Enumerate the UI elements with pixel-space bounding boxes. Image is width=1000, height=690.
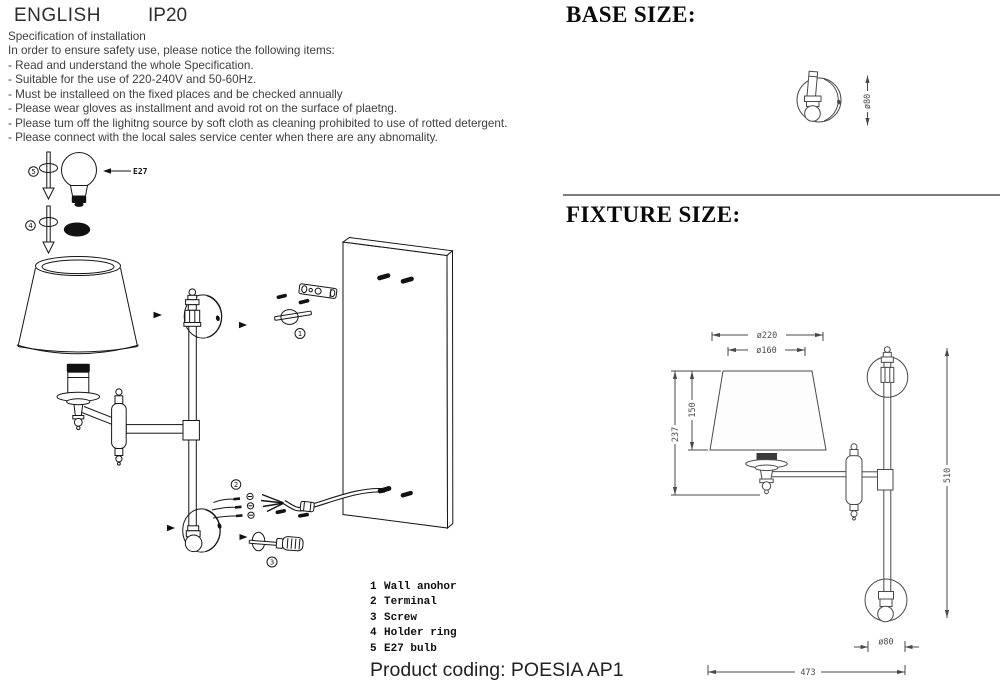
base-diameter-label: ø80 bbox=[863, 93, 874, 110]
lamp-socket bbox=[57, 364, 100, 430]
part-item bbox=[370, 643, 457, 658]
part-number: 1 bbox=[370, 581, 377, 593]
part-name: Wall anohor bbox=[384, 581, 457, 593]
total-width-label: 473 bbox=[800, 667, 816, 675]
spec-item: - Must be installeed on the fixed places and be checked annually bbox=[8, 87, 343, 101]
bulb-type-label: E27 bbox=[133, 167, 148, 176]
ip-rating-label: IP20 bbox=[148, 5, 188, 26]
step-marker-4-number: 4 bbox=[28, 222, 33, 230]
spec-item: - Please connect with the local sales service center when there are any abnomality. bbox=[8, 131, 438, 145]
screwdriver bbox=[249, 532, 303, 567]
section-divider bbox=[563, 194, 1000, 196]
part-number: 4 bbox=[370, 627, 377, 640]
shade-bottom-diameter-label: ø220 bbox=[756, 330, 778, 341]
installation-diagram bbox=[0, 140, 470, 620]
screw-icon bbox=[276, 293, 287, 299]
mount-diameter-label: ø80 bbox=[878, 637, 894, 648]
base-size-title: BASE SIZE: bbox=[566, 2, 696, 27]
spec-item: - Please tum off the lighitng source by soft cloth as cleaning prohibited to use of rotted detergent. bbox=[8, 116, 508, 130]
part-item bbox=[370, 581, 457, 596]
lampshade bbox=[17, 257, 139, 354]
spec-item: - Please wear gloves as installment and avoid rot on the surface of plaetng. bbox=[8, 102, 398, 116]
spec-intro: In order to ensure safety use, please notice the following items: bbox=[8, 44, 335, 58]
part-item bbox=[370, 627, 457, 642]
dimension-shade-top bbox=[728, 346, 805, 356]
mounting-bracket bbox=[276, 284, 337, 305]
part-number: 2 bbox=[370, 596, 377, 609]
shade-outline bbox=[710, 371, 826, 450]
product-coding: Product coding: POESIA AP1 bbox=[370, 659, 624, 681]
part-name: Holder ring bbox=[384, 627, 457, 640]
shade-height-label: 150 bbox=[687, 402, 698, 418]
specification-section bbox=[8, 30, 548, 146]
fixture-front-view bbox=[710, 347, 908, 622]
part-name: Terminal bbox=[384, 596, 437, 609]
fixture-size-title: FIXTURE SIZE: bbox=[566, 202, 741, 227]
step-marker-3-number: 3 bbox=[269, 558, 275, 567]
e27-bulb bbox=[62, 153, 97, 207]
screw-rotation-icon bbox=[40, 206, 58, 253]
head-height-label: 237 bbox=[670, 426, 681, 443]
parts-list bbox=[370, 581, 457, 658]
dimension-mount-diameter bbox=[854, 638, 919, 653]
spec-title: Specification of installation bbox=[8, 30, 146, 43]
wall-anchor bbox=[274, 310, 311, 339]
wall-lamp-arm-and-pole bbox=[82, 289, 222, 552]
part-number: 5 bbox=[370, 642, 377, 655]
dimension-shade-bottom bbox=[712, 331, 823, 341]
part-name: E27 bulb bbox=[384, 642, 437, 655]
step-4-group bbox=[26, 206, 91, 253]
spec-item: - Suitable for the use of 220-240V and 50-60Hz. bbox=[8, 73, 257, 87]
fixture-size-drawing bbox=[660, 325, 1000, 675]
screw-icon bbox=[275, 509, 286, 515]
part-item bbox=[370, 596, 457, 611]
screw-icon bbox=[298, 299, 310, 305]
wall-panel bbox=[343, 238, 453, 529]
language-label: ENGLISH bbox=[14, 5, 101, 26]
base-size-drawing bbox=[780, 55, 910, 155]
holder-ring bbox=[64, 223, 90, 237]
dimension-total-width bbox=[708, 665, 905, 675]
step-marker-5-number: 5 bbox=[31, 168, 36, 176]
base-side-view bbox=[797, 71, 841, 122]
bulb-pointer-arrow-icon bbox=[103, 168, 111, 173]
step-marker-2-number: 2 bbox=[233, 481, 239, 489]
shade-top-diameter-label: ø160 bbox=[756, 345, 777, 356]
part-number: 3 bbox=[370, 611, 377, 624]
dimension-total-height bbox=[943, 348, 953, 618]
screw-icon bbox=[298, 512, 309, 517]
part-item bbox=[370, 612, 457, 627]
step-marker-1-number: 1 bbox=[297, 330, 303, 338]
step-5-group bbox=[29, 152, 148, 207]
spec-item: - Read and understand the whole Specification. bbox=[8, 58, 254, 72]
screw-rotation-icon bbox=[40, 152, 58, 199]
part-name: Screw bbox=[384, 611, 418, 624]
dimension-shade-height bbox=[688, 371, 698, 450]
total-height-label: 510 bbox=[942, 467, 953, 484]
terminal-screws bbox=[247, 493, 254, 518]
dimension-head-height bbox=[671, 371, 681, 495]
dimension-base-diameter bbox=[863, 76, 873, 126]
